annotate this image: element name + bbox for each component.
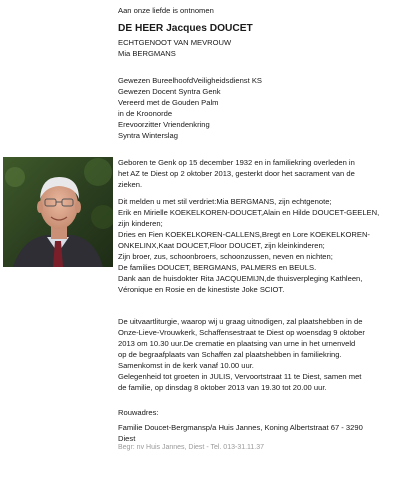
paragraph-line: Véronique en Rosie en de kinestiste Joke SCIOT. xyxy=(118,285,285,294)
portrait-illustration xyxy=(3,157,113,267)
paragraph-line: het AZ te Diest op 2 oktober 2013, gesterkt door het sacrament van de xyxy=(118,169,355,178)
career-line: Vereerd met de Gouden Palm xyxy=(118,98,219,107)
deceased-name: DE HEER Jacques DOUCET xyxy=(118,23,253,34)
deceased-name-block xyxy=(118,22,400,35)
paragraph-line: op de begraafplaats van Schaffen zal plaatshebben in familiekring. xyxy=(118,350,342,359)
spouse-line: Mia BERGMANS xyxy=(118,49,176,58)
paragraph-line: De families DOUCET, BERGMANS, PALMERS en BEULS. xyxy=(118,263,317,272)
paragraph-line: zijn kinderen; xyxy=(118,219,163,228)
spouse-block xyxy=(118,37,400,59)
paragraph-line: Zijn broer, zus, schoonbroers, schoonzussen, neven en nichten; xyxy=(118,252,333,261)
career-line: Gewezen BureelhoofdVeiligheidsdienst KS xyxy=(118,76,262,85)
paragraph-line: de familie, op dinsdag 8 oktober 2013 van 19.30 tot 20.00 uur. xyxy=(118,383,327,392)
paragraph-line: Onze-Lieve-Vrouwkerk, Schaffensestraat te Diest op woensdag 9 oktober xyxy=(118,328,365,337)
paragraph-line: Gelegenheid tot groeten in JULIS, Vervoortstraat 11 te Diest, samen met xyxy=(118,372,362,381)
paragraph-line: 2013 om 10.30 uur.De crematie en plaatsing van urne in het urnenveld xyxy=(118,339,356,348)
intro-line: Aan onze liefde is ontnomen xyxy=(118,6,214,15)
paragraph-line: Dries en Fien KOEKELKOREN-CALLENS,Bregt en Lore KOEKELKOREN- xyxy=(118,230,370,239)
paragraph-line: Samenkomst in de kerk vanaf 10.00 uur. xyxy=(118,361,254,370)
spouse-line: ECHTGENOOT VAN MEVROUW xyxy=(118,38,232,47)
career-line: Syntra Winterslag xyxy=(118,131,178,140)
paragraph-line: ONKELINX,Kaat DOUCET,Floor DOUCET, zijn kleinkinderen; xyxy=(118,241,325,250)
funeral-home-footer xyxy=(118,442,400,453)
footer-text: Begr: nv Huis Jannes, Diest - Tel. 013-31.11.37 xyxy=(118,444,265,451)
funeral-paragraph xyxy=(118,316,400,393)
career-line: Erevoorzitter Vriendenkring xyxy=(118,120,210,129)
paragraph-line: Erik en Mirielle KOEKELKOREN-DOUCET,Alain en Hilde DOUCET-GEELEN, xyxy=(118,208,380,217)
address-line: Diest xyxy=(118,434,136,443)
career-line: in de Kroonorde xyxy=(118,109,173,118)
career-block xyxy=(118,75,400,141)
intro-text xyxy=(118,5,400,16)
paragraph-line: Dank aan de huisdokter Rita JACQUEMIJN,de thuisverpleging Kathleen, xyxy=(118,274,363,283)
address-label: Rouwadres: xyxy=(118,408,159,417)
portrait-photo xyxy=(3,157,113,267)
career-line: Gewezen Docent Syntra Genk xyxy=(118,87,221,96)
paragraph-line: zieken. xyxy=(118,180,143,189)
mourning-address-block xyxy=(118,407,400,444)
address-line: Familie Doucet-Bergmansp/a Huis Jannes, Koning Albertstraat 67 - 3290 xyxy=(118,423,363,432)
paragraph-line: Geboren te Genk op 15 december 1932 en in familiekring overleden in xyxy=(118,158,355,167)
paragraph-line: De uitvaartliturgie, waarop wij u graag uitnodigen, zal plaatshebben in de xyxy=(118,317,363,326)
family-paragraph xyxy=(118,196,400,295)
birth-death-paragraph xyxy=(118,157,400,190)
paragraph-line: Dit melden u met stil verdriet:Mia BERGMANS, zijn echtgenote; xyxy=(118,197,332,206)
